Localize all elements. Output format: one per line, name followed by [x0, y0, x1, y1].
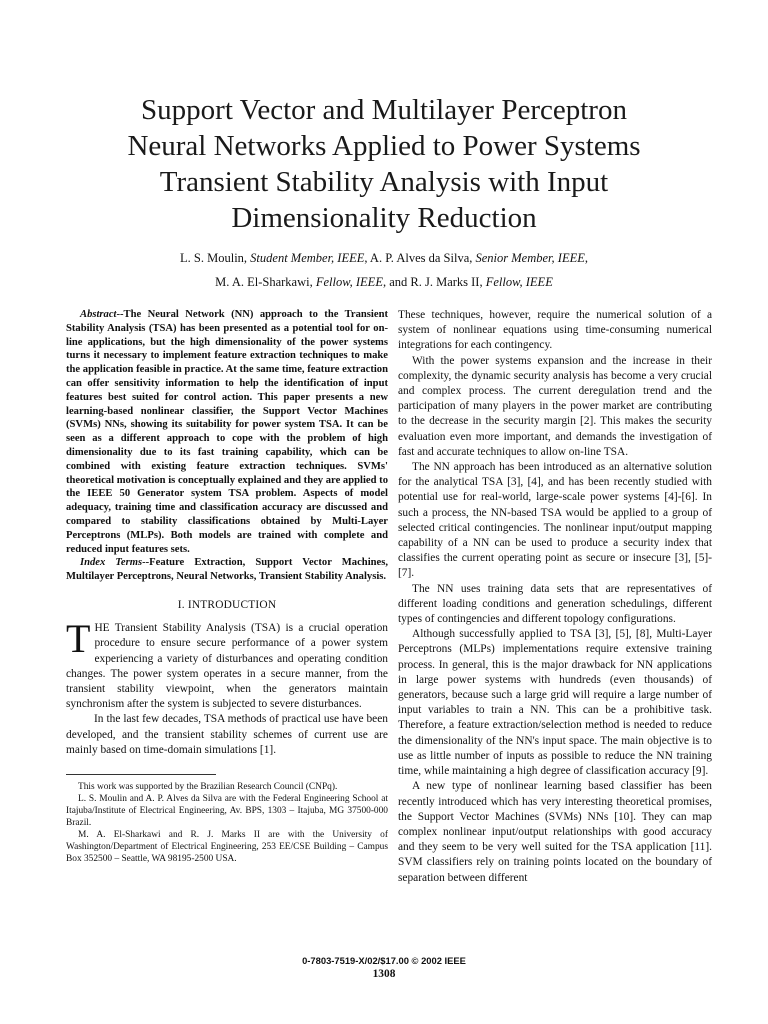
left-column: [66, 308, 388, 865]
page-number: 1308: [372, 968, 396, 980]
drop-cap: T: [66, 616, 91, 662]
body-paragraph: A new type of nonlinear learning based classifier has been recently introduced which has very interesting theoretical promises, the Support Vector Machines (SVMs) NNs [10]. They can map complex nonlinear input/output relationships with good accuracy and they seem to be very well suited for the TSA application [11]. SVM classifiers rely on training points located on the boundary of separation between different: [398, 780, 712, 884]
title-line: Transient Stability Analysis with Input: [159, 166, 609, 198]
section-title-rest: NTRODUCTION: [191, 598, 277, 611]
author-membership: Fellow, IEEE: [485, 275, 553, 289]
index-terms-body: --Feature Extraction, Support Vector Machines, Multilayer Perceptrons, Neural Networks, Transient Stability Analysis.: [66, 557, 388, 583]
index-terms: [66, 556, 388, 584]
title-line: Dimensionality Reduction: [231, 202, 537, 234]
title-line: Support Vector and Multilayer Perceptron: [141, 94, 627, 126]
author-line-1: [60, 246, 708, 270]
intro-paragraph-2: In the last few decades, TSA methods of practical use have been developed, and the transient stability schemes of current use are mainly based on time-domain simulations [1].: [66, 713, 388, 756]
author-name: L. S. Moulin,: [180, 251, 251, 265]
abstract-body: --The Neural Network (NN) approach to the Transient Stability Analysis (TSA) has been presented as a potential tool for on-line applications, but the high dimensionality of the power systems turns it necessary to implement feature extraction techniques to make the application feasible in practice. At the same time, feature extraction can offer sensitivity information to help the identification of input features best suited for control action. This paper presents a new learning-based nonlinear classifier, the Support Vector Machines (SVMs) NNs, showing its suitability for power system TSA. It can be seen as a different approach to cope with the problem of high dimensionality due to its fast training capability, which can be combined with existing feature extraction techniques. SVMs' theoretical motivation is conceptually explained and they are applied to the IEEE 50 Generator system TSA problem. Aspects of model adequacy, training time and classification accuracy are discussed and compared to stability classifications obtained by Multi-Layer Perceptrons (MLPs). Both models are trained with complete and reduced input features sets.: [66, 309, 388, 555]
section-heading: [66, 598, 388, 613]
footnote-divider: [66, 774, 216, 775]
author-separator: ,: [584, 251, 588, 265]
body-paragraph: With the power systems expansion and the increase in their complexity, the dynamic security analysis has become a very crucial and complex process. The current deregulation trend and the participation of many players in the power market are contributing to the decrease in the security margin [2]. This makes the security evaluation even more important, and demands the investigation of fast and accurate techniques to allow on-line TSA.: [398, 354, 712, 458]
author-line-2: [60, 270, 708, 294]
section-initial: I: [187, 598, 192, 611]
body-paragraph: The NN uses training data sets that are representatives of different loading conditions and generation schedulings, different types of contingencies and different topology configurations.: [398, 582, 712, 626]
section-number: I.: [177, 598, 188, 611]
author-membership: Student Member, IEEE: [250, 251, 365, 265]
copyright-code: 0-7803-7519-X/02/$17.00 © 2002 IEEE: [302, 955, 466, 966]
title-line: Neural Networks Applied to Power Systems: [127, 130, 641, 162]
intro-paragraph-1: [66, 616, 388, 712]
author-name: , and R. J. Marks II,: [382, 275, 486, 289]
body-paragraph: Although successfully applied to TSA [3], [5], [8], Multi-Layer Perceptrons (MLPs) implementations require extensive training process. In general, this is the major drawback for NN applications in large power systems with hundreds (even thousands) of generators, because such a large grid will require a large number of input variables to train a NN. This can be a prohibitive task. Therefore, a feature extraction/selection method is needed to reduce the dimensionality of the NN's input space. The main objective is to use as little number of inputs as possible to reduce the NN training time, while maintaining a high degree of classification accuracy [9].: [398, 628, 712, 778]
intro-paragraph-1-text: HE Transient Stability Analysis (TSA) is a crucial operation procedure to ensure secure performance of a power system experiencing a variety of disturbances and operating condition changes. The power system operates in a secure manner, from the transient stability viewpoint, when the generators maintain synchronism after the system is subjected to severe disturbances.: [66, 622, 388, 711]
abstract-lead: Abstract: [80, 309, 117, 320]
footnote: L. S. Moulin and A. P. Alves da Silva are with the Federal Engineering School at Itajuba/Institute of Electrical Engineering, Av. BPS, 1303 – Itajuba, MG 37500-000 Brazil.: [66, 793, 388, 828]
author-name: , A. P. Alves da Silva,: [364, 251, 476, 265]
paper-title: [60, 92, 708, 236]
body-paragraph: The NN approach has been introduced as an alternative solution for the analytical TSA [3], [4], and has been recently studied with potential use for real-world, large-scale power systems [4]-[6]. In such a process, the NN-based TSA would be applied to a group of selected critical contingencies. The nonlinear input/output mapping capability of a NN can be used to produce a security index that classifies the current operating point as secure or insecure [3], [5]-[7].: [398, 461, 712, 580]
author-membership: Senior Member, IEEE: [475, 251, 585, 265]
abstract: [66, 308, 388, 556]
author-membership: Fellow, IEEE: [315, 275, 383, 289]
author-list: [60, 246, 708, 294]
footnote: M. A. El-Sharkawi and R. J. Marks II are with the University of Washington/Department of Electrical Engineering, 253 EE/CSE Building – Campus Box 352500 – Seattle, WA 98195-2500 USA.: [66, 829, 388, 864]
footnotes: [66, 781, 388, 865]
index-terms-lead: Index Terms: [80, 557, 143, 569]
author-name: M. A. El-Sharkawi,: [215, 275, 316, 289]
body-paragraph: These techniques, however, require the numerical solution of a system of nonlinear equations using time-consuming numerical integrations for each contingency.: [398, 309, 712, 352]
right-column: [398, 308, 712, 886]
footnote: This work was supported by the Brazilian Research Council (CNPq).: [78, 781, 338, 792]
